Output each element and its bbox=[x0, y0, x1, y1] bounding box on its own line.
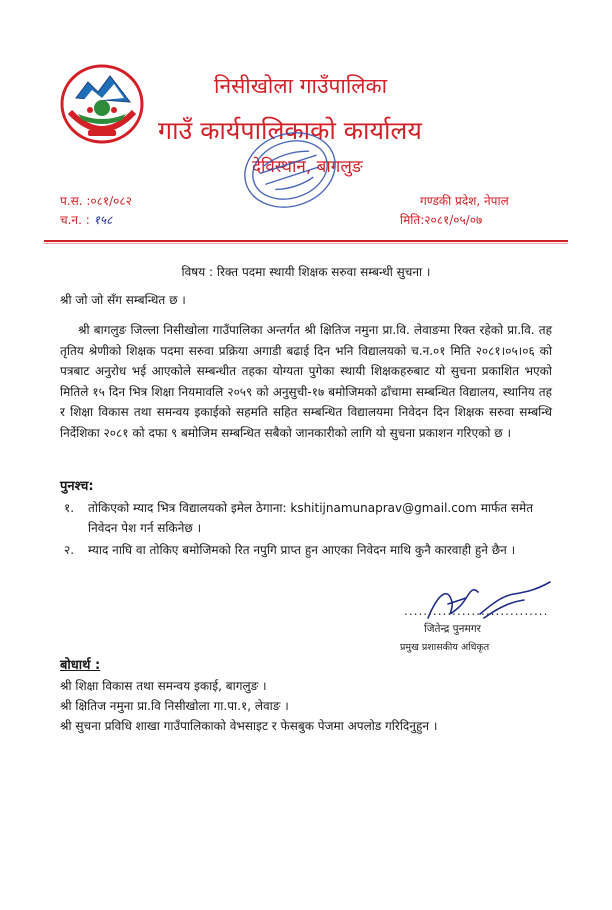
reference-cn bbox=[60, 211, 112, 228]
postscript-note-2 bbox=[60, 540, 552, 560]
salutation: श्री जो जो सँग सम्बन्धित छ । bbox=[60, 293, 186, 307]
date-line bbox=[400, 211, 482, 228]
signature-line: .............................. bbox=[404, 604, 549, 618]
postscript-heading: पुनश्च: bbox=[60, 479, 94, 494]
cn-label: च.न. : bbox=[60, 213, 90, 227]
notice-paragraph: श्री बागलुङ जिल्ला निसीखोला गाउँपालिका अन्तर्गत श्री क्षितिज नमुना प्रा.वि. लेवाङमा रिक्त रहेको प्रा.वि. तह तृतिय श्रेणीको शिक्षक पदमा सरुवा प्रक्रिया अगाडी बढाई दिन भनि विद्यालयको च.न.०१ मिति २०८१।०५।०६ को पत्रबाट अनुरोध भई आएकोले सम्बन्धीत तहका योग्यता पुगेका स्थायी शिक्षकहरुबाट यो सुचना प्रकाशित भएको मितिले १५ दिन भित्र शिक्षा नियमावलि २०५९ को अनुसुची-१७ बमोजिमको ढाँचामा सम्बन्धित विद्यालय, स्थानिय तह र शिक्षा विकास तथा समन्वय इकाईको सहमति सहित सम्बन्धित विद्यालयमा निवेदन दिन शिक्षक सरुवा सम्बन्धि निर्देशिका २०८१ को दफा ९ बमोजिम सम्बन्धित सबैको जानकारीको लागि यो सुचना प्रकाशन गरिएको छ । bbox=[60, 323, 552, 440]
signatory-title: प्रमुख प्रशासकीय अधिकृत bbox=[400, 642, 490, 653]
note-number: १. bbox=[64, 501, 75, 515]
subject-line: विषय : रिक्त पदमा स्थायी शिक्षक सरुवा सम्बन्धी सुचना । bbox=[181, 265, 431, 279]
letterhead-office: गाउँ कार्यपालिकाको कार्यालय bbox=[158, 116, 422, 145]
ps-value: ०८१/०८२ bbox=[90, 194, 132, 208]
office-seal bbox=[240, 128, 340, 212]
signatory-name: जितेन्द्र पुनमगर bbox=[424, 623, 481, 635]
cn-value: १५८ bbox=[93, 213, 113, 227]
note-text-after: मार्फत समेत निवेदन पेश गर्न सकिनेछ । bbox=[88, 501, 534, 535]
school-email: kshitijnamunaprav@gmail.com bbox=[290, 501, 477, 515]
letterhead-divider-shadow bbox=[44, 243, 568, 244]
province-line: गण्डकी प्रदेश, नेपाल bbox=[420, 194, 509, 208]
note-text bbox=[88, 498, 552, 538]
distribution-heading: बोधार्थ : bbox=[60, 658, 101, 673]
date-value: २०८१/०५/०७ bbox=[424, 213, 483, 227]
distribution-item: श्री शिक्षा विकास तथा समन्वय इकाई, बागलुङ । bbox=[60, 679, 267, 693]
note-number: २. bbox=[64, 543, 75, 557]
distribution-item: श्री सुचना प्रविधि शाखा गाउँपालिकाको वेभसाइट र फेसबुक पेजमा अपलोड गरिदिनुहुन । bbox=[60, 719, 438, 733]
reference-ps bbox=[60, 192, 132, 209]
note-text: म्याद नाघि वा तोकिए बमोजिमको रित नपुगि प्राप्त हुन आएका निवेदन माथि कुनै कारवाही हुने छैन । bbox=[88, 543, 516, 557]
letterhead-municipality: निसीखोला गाउँपालिका bbox=[214, 74, 388, 98]
distribution-item: श्री क्षितिज नमुना प्रा.वि निसीखोला गा.पा.१, लेवाङ । bbox=[60, 699, 289, 713]
postscript-note-1 bbox=[60, 498, 552, 538]
note-text-before: तोकिएको म्याद भित्र विद्यालयको इमेल ठेगाना: bbox=[88, 501, 287, 515]
date-label: मिति: bbox=[400, 213, 425, 227]
government-emblem bbox=[58, 62, 146, 146]
ps-label: प.स. : bbox=[60, 194, 91, 208]
letterhead-divider bbox=[44, 240, 568, 242]
letterhead-address: देविस्थान, बागलुङ bbox=[252, 157, 363, 177]
